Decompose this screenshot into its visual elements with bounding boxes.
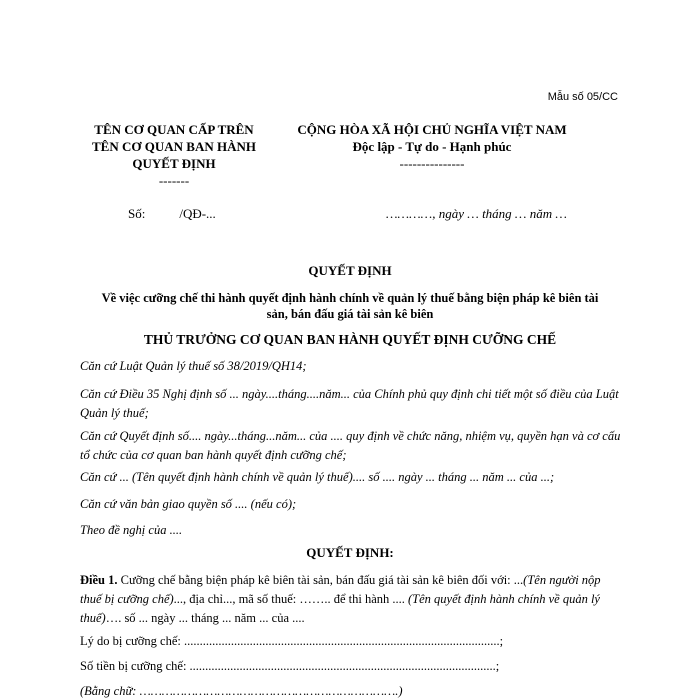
motto-rule: --------------- [399,156,465,171]
agency-rule: ------- [158,173,190,188]
basis-item: Căn cứ Quyết định số.... ngày...tháng...năm... của .... quy định về chức năng, nhiệm vụ, quyền hạn và cơ cấu tổ chức của cơ quan ban hành quyết định cưỡng chế; [80,429,621,462]
country-name: CỘNG HÒA XÃ HỘI CHỦ NGHĨA VIỆT NAM [297,122,567,137]
number-label: Số: [128,206,146,221]
issuing-authority: THỦ TRƯỞNG CƠ QUAN BAN HÀNH QUYẾT ĐỊNH CƯỠNG CHẾ [143,332,557,347]
basis-item: Theo đề nghị của .... [80,523,183,537]
article-1 [80,571,625,628]
amount-in-words-field: (Bằng chữ: …………………………………………………………….) [80,684,403,698]
form-code: Mẫu số 05/CC [547,91,618,103]
agency-superior: TÊN CƠ QUAN CẤP TRÊN [94,122,254,137]
article-taxpayer-hint: (Tên người nộp thuế bị cưỡng chế) [80,573,601,606]
agency-issuer: TÊN CƠ QUAN BAN HÀNH QUYẾT ĐỊNH [92,139,256,171]
number-suffix: /QĐ-... [179,206,216,221]
basis-item: Căn cứ Luật Quản lý thuế số 38/2019/QH14; [80,359,307,373]
document-title: QUYẾT ĐỊNH [308,263,392,278]
article-text: Cưỡng chế bằng biện pháp kê biên tài sản, bán đấu giá tài sản kê biên đối với: ... [117,573,524,587]
national-header [282,121,582,172]
reason-field: Lý do bị cưỡng chế: .....................................................................................................; [80,634,504,648]
decision-number [128,206,216,222]
article-text: ..., địa chỉ..., mã số thuế: …….. để thi hành .... [173,592,409,606]
article-label: Điều 1. [80,573,118,587]
basis-item: Căn cứ ... (Tên quyết định hành chính về quản lý thuế).... số .... ngày ... tháng ... năm ... của ...; [80,470,555,484]
document-subtitle: Về việc cưỡng chế thi hành quyết định hành chính về quản lý thuế bằng biện pháp kê biên tài sản, bán đấu giá tài sản kê biên [101,291,599,321]
motto: Độc lập - Tự do - Hạnh phúc [352,139,512,154]
basis-item: Căn cứ văn bản giao quyền số .... (nếu có); [80,497,297,511]
article-text: …. số ... ngày ... tháng ... năm ... của .... [105,611,305,625]
agency-header [78,121,270,189]
article-decision-hint: (Tên quyết định hành chính về quản lý thuế) [80,592,600,625]
amount-field: Số tiền bị cưỡng chế: ..................................................................................................; [80,659,500,673]
basis-item: Căn cứ Điều 35 Nghị định số ... ngày....tháng....năm... của Chính phủ quy định chi tiết một số điều của Luật Quản lý thuế; [80,387,619,420]
place-date: …………, ngày … tháng … năm … [386,206,567,221]
decide-heading: QUYẾT ĐỊNH: [306,545,394,560]
